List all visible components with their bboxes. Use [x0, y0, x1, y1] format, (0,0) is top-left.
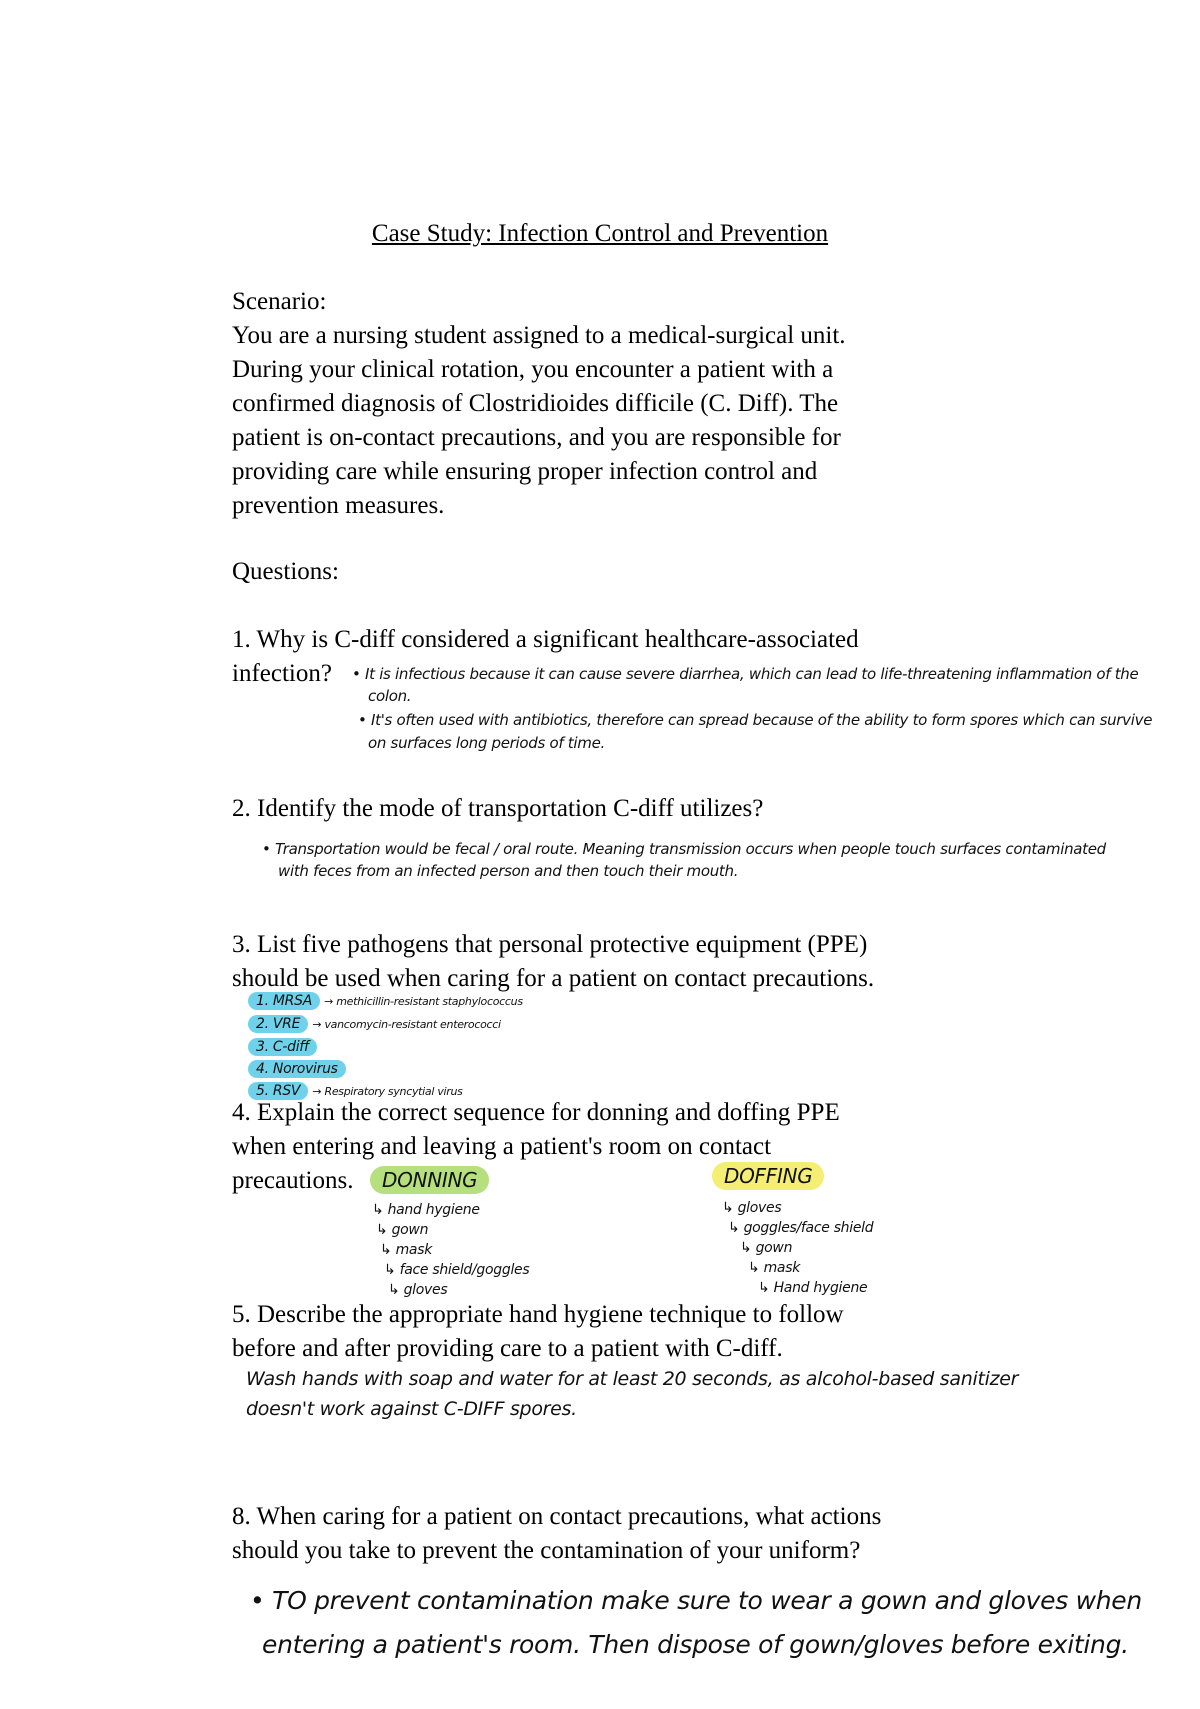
question-8-line: should you take to prevent the contamination of your uniform? — [232, 1537, 861, 1564]
question-8-line: 8. When caring for a patient on contact precautions, what actions — [232, 1503, 882, 1530]
scenario-line: prevention measures. — [232, 492, 445, 519]
q1-note: • It's often used with antibiotics, therefore can spread because of the ability to form spores which can survive — [358, 711, 1153, 729]
q5-note: doesn't work against C-DIFF spores. — [246, 1398, 577, 1420]
question-1-line: 1. Why is C-diff considered a significant healthcare-associated — [232, 626, 859, 653]
scenario-heading: Scenario: — [232, 288, 327, 315]
donning-step: ↳ mask — [380, 1242, 432, 1258]
scenario-line: patient is on-contact precautions, and you are responsible for — [232, 424, 841, 451]
questions-heading: Questions: — [232, 558, 339, 585]
doffing-steps — [722, 1198, 873, 1298]
doffing-step: ↳ gloves — [722, 1200, 782, 1216]
question-4-line: when entering and leaving a patient's room on contact — [232, 1133, 772, 1160]
donning-step: ↳ hand hygiene — [372, 1202, 480, 1218]
q1-note: colon. — [368, 687, 412, 705]
scenario-line: During your clinical rotation, you encounter a patient with a — [232, 356, 834, 383]
pathogen-list — [248, 990, 523, 1103]
pathogen-label: 1. MRSA — [248, 992, 320, 1010]
question-2-line: 2. Identify the mode of transportation C-diff utilizes? — [232, 795, 764, 822]
question-5 — [232, 1298, 844, 1366]
pathogen-detail: → methicillin-resistant staphylococcus — [324, 995, 523, 1008]
question-5-line: 5. Describe the appropriate hand hygiene technique to follow — [232, 1301, 844, 1328]
doffing-step: ↳ gown — [740, 1240, 793, 1256]
scenario-line: providing care while ensuring proper infection control and — [232, 458, 818, 485]
question-4-line: precautions. — [232, 1167, 354, 1194]
doffing-step: ↳ mask — [748, 1260, 800, 1276]
question-8 — [232, 1500, 881, 1568]
question-3-line: 3. List five pathogens that personal protective equipment (PPE) — [232, 931, 868, 958]
pathogen-detail: → Respiratory syncytial virus — [312, 1085, 463, 1098]
pathogen-item — [248, 990, 523, 1013]
scenario-section — [232, 285, 846, 523]
question-2 — [232, 792, 763, 826]
question-3 — [232, 928, 874, 996]
question-3-line: should be used when caring for a patient on contact precautions. — [232, 965, 875, 992]
donning-step: ↳ gloves — [388, 1282, 448, 1298]
q2-note: • Transportation would be fecal / oral route. Meaning transmission occurs when people touch surfaces contaminated — [262, 840, 1106, 858]
scenario-line: confirmed diagnosis of Clostridioides difficile (C. Diff). The — [232, 390, 839, 417]
question-4-line: 4. Explain the correct sequence for donning and doffing PPE — [232, 1099, 840, 1126]
doffing-step: ↳ Hand hygiene — [758, 1280, 868, 1296]
pathogen-detail: → vancomycin-resistant enterococci — [312, 1018, 501, 1031]
question-5-line: before and after providing care to a patient with C-diff. — [232, 1335, 783, 1362]
q5-note: Wash hands with soap and water for at least 20 seconds, as alcohol-based sanitizer — [246, 1368, 1019, 1390]
donning-steps — [372, 1200, 529, 1300]
page-title: Case Study: Infection Control and Prevention — [371, 220, 829, 247]
scenario-line: You are a nursing student assigned to a medical-surgical unit. — [232, 322, 846, 349]
q2-note: with feces from an infected person and then touch their mouth. — [278, 862, 739, 880]
q8-note: entering a patient's room. Then dispose of gown/gloves before exiting. — [262, 1630, 1129, 1659]
donning-step: ↳ face shield/goggles — [384, 1262, 530, 1278]
pathogen-label: 5. RSV — [248, 1082, 308, 1100]
donning-label: DONNING — [370, 1168, 489, 1192]
donning-step: ↳ gown — [376, 1222, 429, 1238]
pathogen-item — [248, 1058, 523, 1080]
doffing-label: DOFFING — [712, 1164, 824, 1188]
q8-note: • TO prevent contamination make sure to wear a gown and gloves when — [250, 1586, 1142, 1615]
pathogen-item — [248, 1013, 523, 1036]
q1-note: • It is infectious because it can cause severe diarrhea, which can lead to life-threatening inflammation of the — [352, 665, 1139, 683]
q1-note: on surfaces long periods of time. — [368, 734, 605, 752]
doffing-step: ↳ goggles/face shield — [728, 1220, 874, 1236]
pathogen-label: 3. C-diff — [248, 1038, 317, 1056]
pathogen-label: 2. VRE — [248, 1015, 308, 1033]
question-1-line: infection? — [232, 660, 332, 687]
pathogen-label: 4. Norovirus — [248, 1060, 346, 1078]
pathogen-item — [248, 1036, 523, 1058]
